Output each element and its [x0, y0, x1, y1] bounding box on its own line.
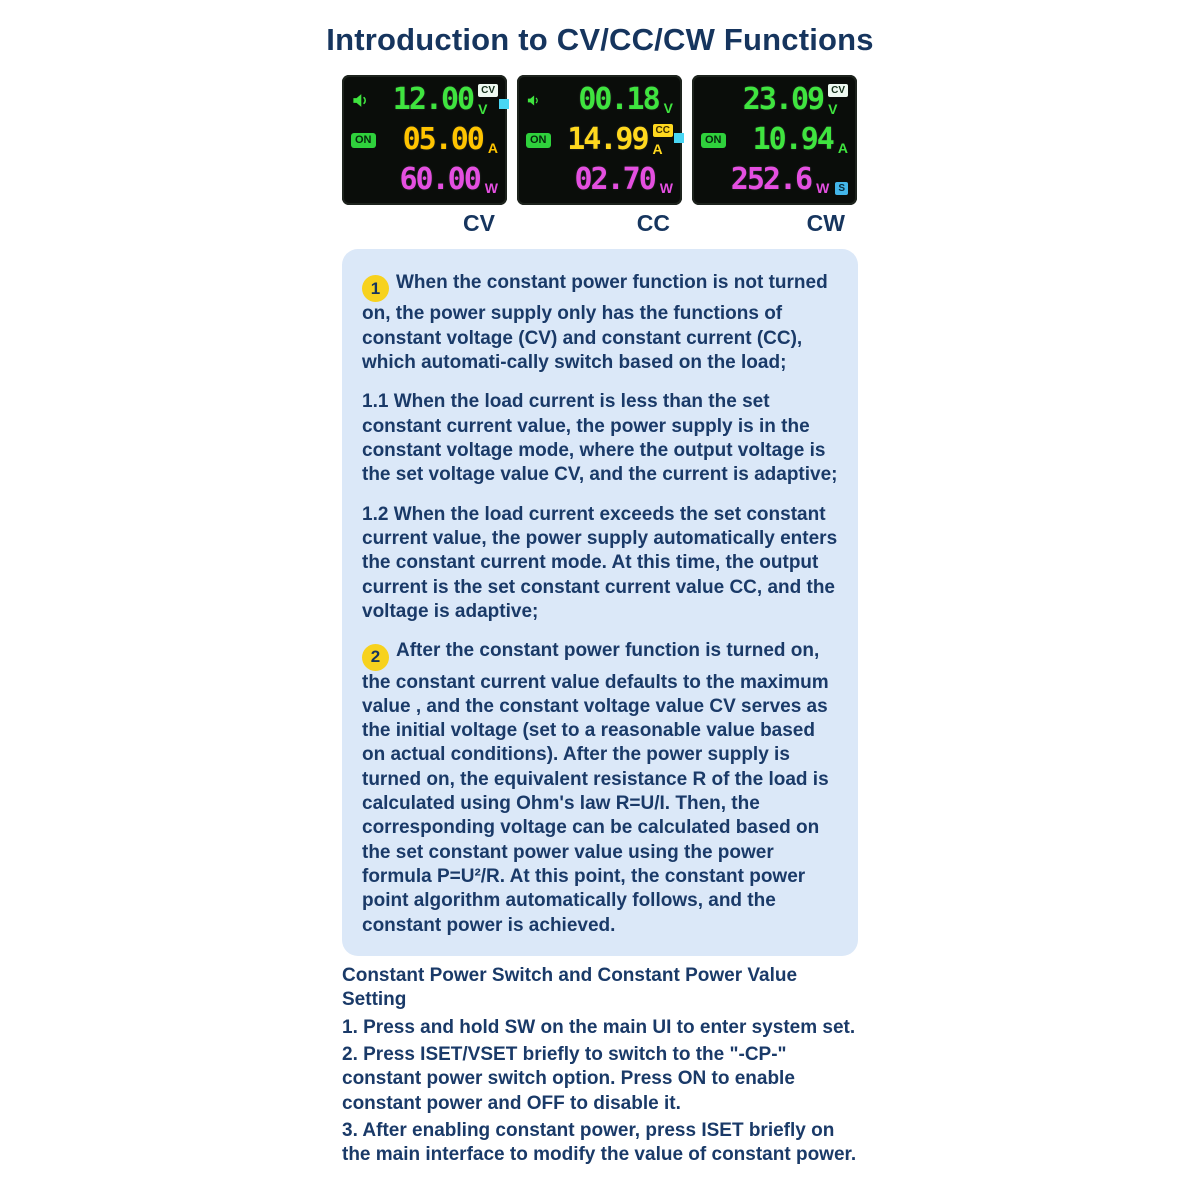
paragraph-1-2: 1.2 When the load current exceeds the set constant current value, the power supply automatically enters the constant current mode. At this time, the output current is the set constant current value CC, and the voltage is adaptive;: [362, 503, 838, 622]
cv-current-line: [351, 122, 498, 158]
voltage-badge-unit: [828, 84, 848, 116]
speaker-icon: [526, 93, 541, 108]
current-value: 14.99: [567, 122, 648, 157]
lcd-display-cv: [342, 75, 507, 205]
bottom-heading: Constant Power Switch and Constant Power Value Setting: [342, 964, 798, 1011]
paragraph-1-1: 1.1 When the load current is less than the set constant current value, the power supply is in the constant voltage mode, where the output voltage is the set voltage value CV, and the current is adaptive;: [362, 391, 838, 486]
display-row: [342, 75, 858, 205]
speaker-icon: [351, 91, 370, 110]
on-badge: ON: [701, 133, 726, 148]
voltage-unit: V: [663, 100, 673, 116]
display-captions: [342, 210, 858, 237]
cc-voltage-line: [526, 82, 673, 118]
cv-power-line: [351, 162, 498, 198]
cursor-indicator: [674, 133, 684, 143]
content-column: [342, 75, 858, 956]
caption-cc: CC: [636, 210, 670, 236]
cc-current-line: [526, 122, 673, 158]
cv-badge: CV: [828, 84, 848, 97]
power-unit: W: [484, 180, 498, 196]
power-unit: W: [659, 180, 673, 196]
on-badge-wrap: [351, 133, 376, 148]
voltage-value: 12.00: [392, 82, 474, 117]
s-badge: S: [835, 182, 848, 195]
page-title: Introduction to CV/CC/CW Functions: [326, 22, 874, 57]
number-badge-2: 2: [362, 644, 389, 671]
bottom-step-3: 3. After enabling constant power, press ISET briefly on the main interface to modify the value of constant power.: [342, 1119, 857, 1166]
power-unit: W: [816, 180, 830, 196]
power-value: 252.6: [730, 162, 812, 197]
paragraph-2: [362, 639, 838, 938]
current-unit: A: [487, 140, 498, 156]
bottom-section: [342, 964, 858, 1168]
power-value: 02.70: [574, 162, 655, 197]
power-value: 60.00: [399, 162, 480, 197]
bottom-step-2: 2. Press ISET/VSET briefly to switch to the "-CP-" constant power switch option. Press ON to enable constant power and OFF to disable it.: [342, 1043, 795, 1114]
on-badge-wrap: [526, 133, 551, 148]
voltage-badge-unit: [478, 84, 498, 116]
paragraph-1-text: When the constant power function is not turned on, the power supply only has the functions of constant voltage (CV) and constant current (CC), which automati-cally switch based on the load;: [362, 272, 828, 373]
current-value: 05.00: [402, 122, 483, 157]
cv-voltage-line: [351, 82, 498, 118]
paragraph-2-text: After the constant power function is turned on, the constant current value defaults to the maximum value , and the constant voltage value CV serves as the initial voltage (set to a reasonable value based on actual conditions). After the power supply is turned on, the equivalent resistance R of the load is calculated using Ohm's law R=U/I. Then, the corresponding voltage can be calculated based on the set constant power value using the power formula P=U²/R. At this point, the constant power point algorithm automatically follows, and the constant power is achieved.: [362, 640, 829, 936]
voltage-unit: V: [478, 101, 488, 117]
on-badge: ON: [351, 133, 376, 148]
on-badge: ON: [526, 133, 551, 148]
current-unit: A: [652, 141, 663, 157]
cc-badge: CC: [653, 124, 673, 137]
lcd-display-cw: [692, 75, 857, 205]
cv-badge: CV: [478, 84, 498, 97]
cc-power-line: [526, 162, 673, 198]
voltage-value: 00.18: [578, 82, 659, 117]
cw-power-line: [701, 162, 848, 198]
caption-cv: CV: [463, 210, 495, 236]
cw-current-line: [701, 122, 848, 158]
current-value: 10.94: [752, 122, 833, 157]
info-panel: [342, 249, 858, 956]
bottom-step-1: 1. Press and hold SW on the main UI to enter system set.: [342, 1016, 856, 1038]
voltage-value: 23.09: [742, 82, 824, 117]
number-badge-1: 1: [362, 275, 389, 302]
cursor-indicator: [499, 99, 509, 109]
caption-cw: CW: [806, 210, 845, 236]
on-badge-wrap: [701, 133, 726, 148]
current-badge-unit: [653, 124, 673, 156]
current-unit: A: [837, 140, 848, 156]
cw-voltage-line: [701, 82, 848, 118]
paragraph-1: [362, 271, 838, 375]
lcd-display-cc: [517, 75, 682, 205]
voltage-unit: V: [828, 101, 838, 117]
